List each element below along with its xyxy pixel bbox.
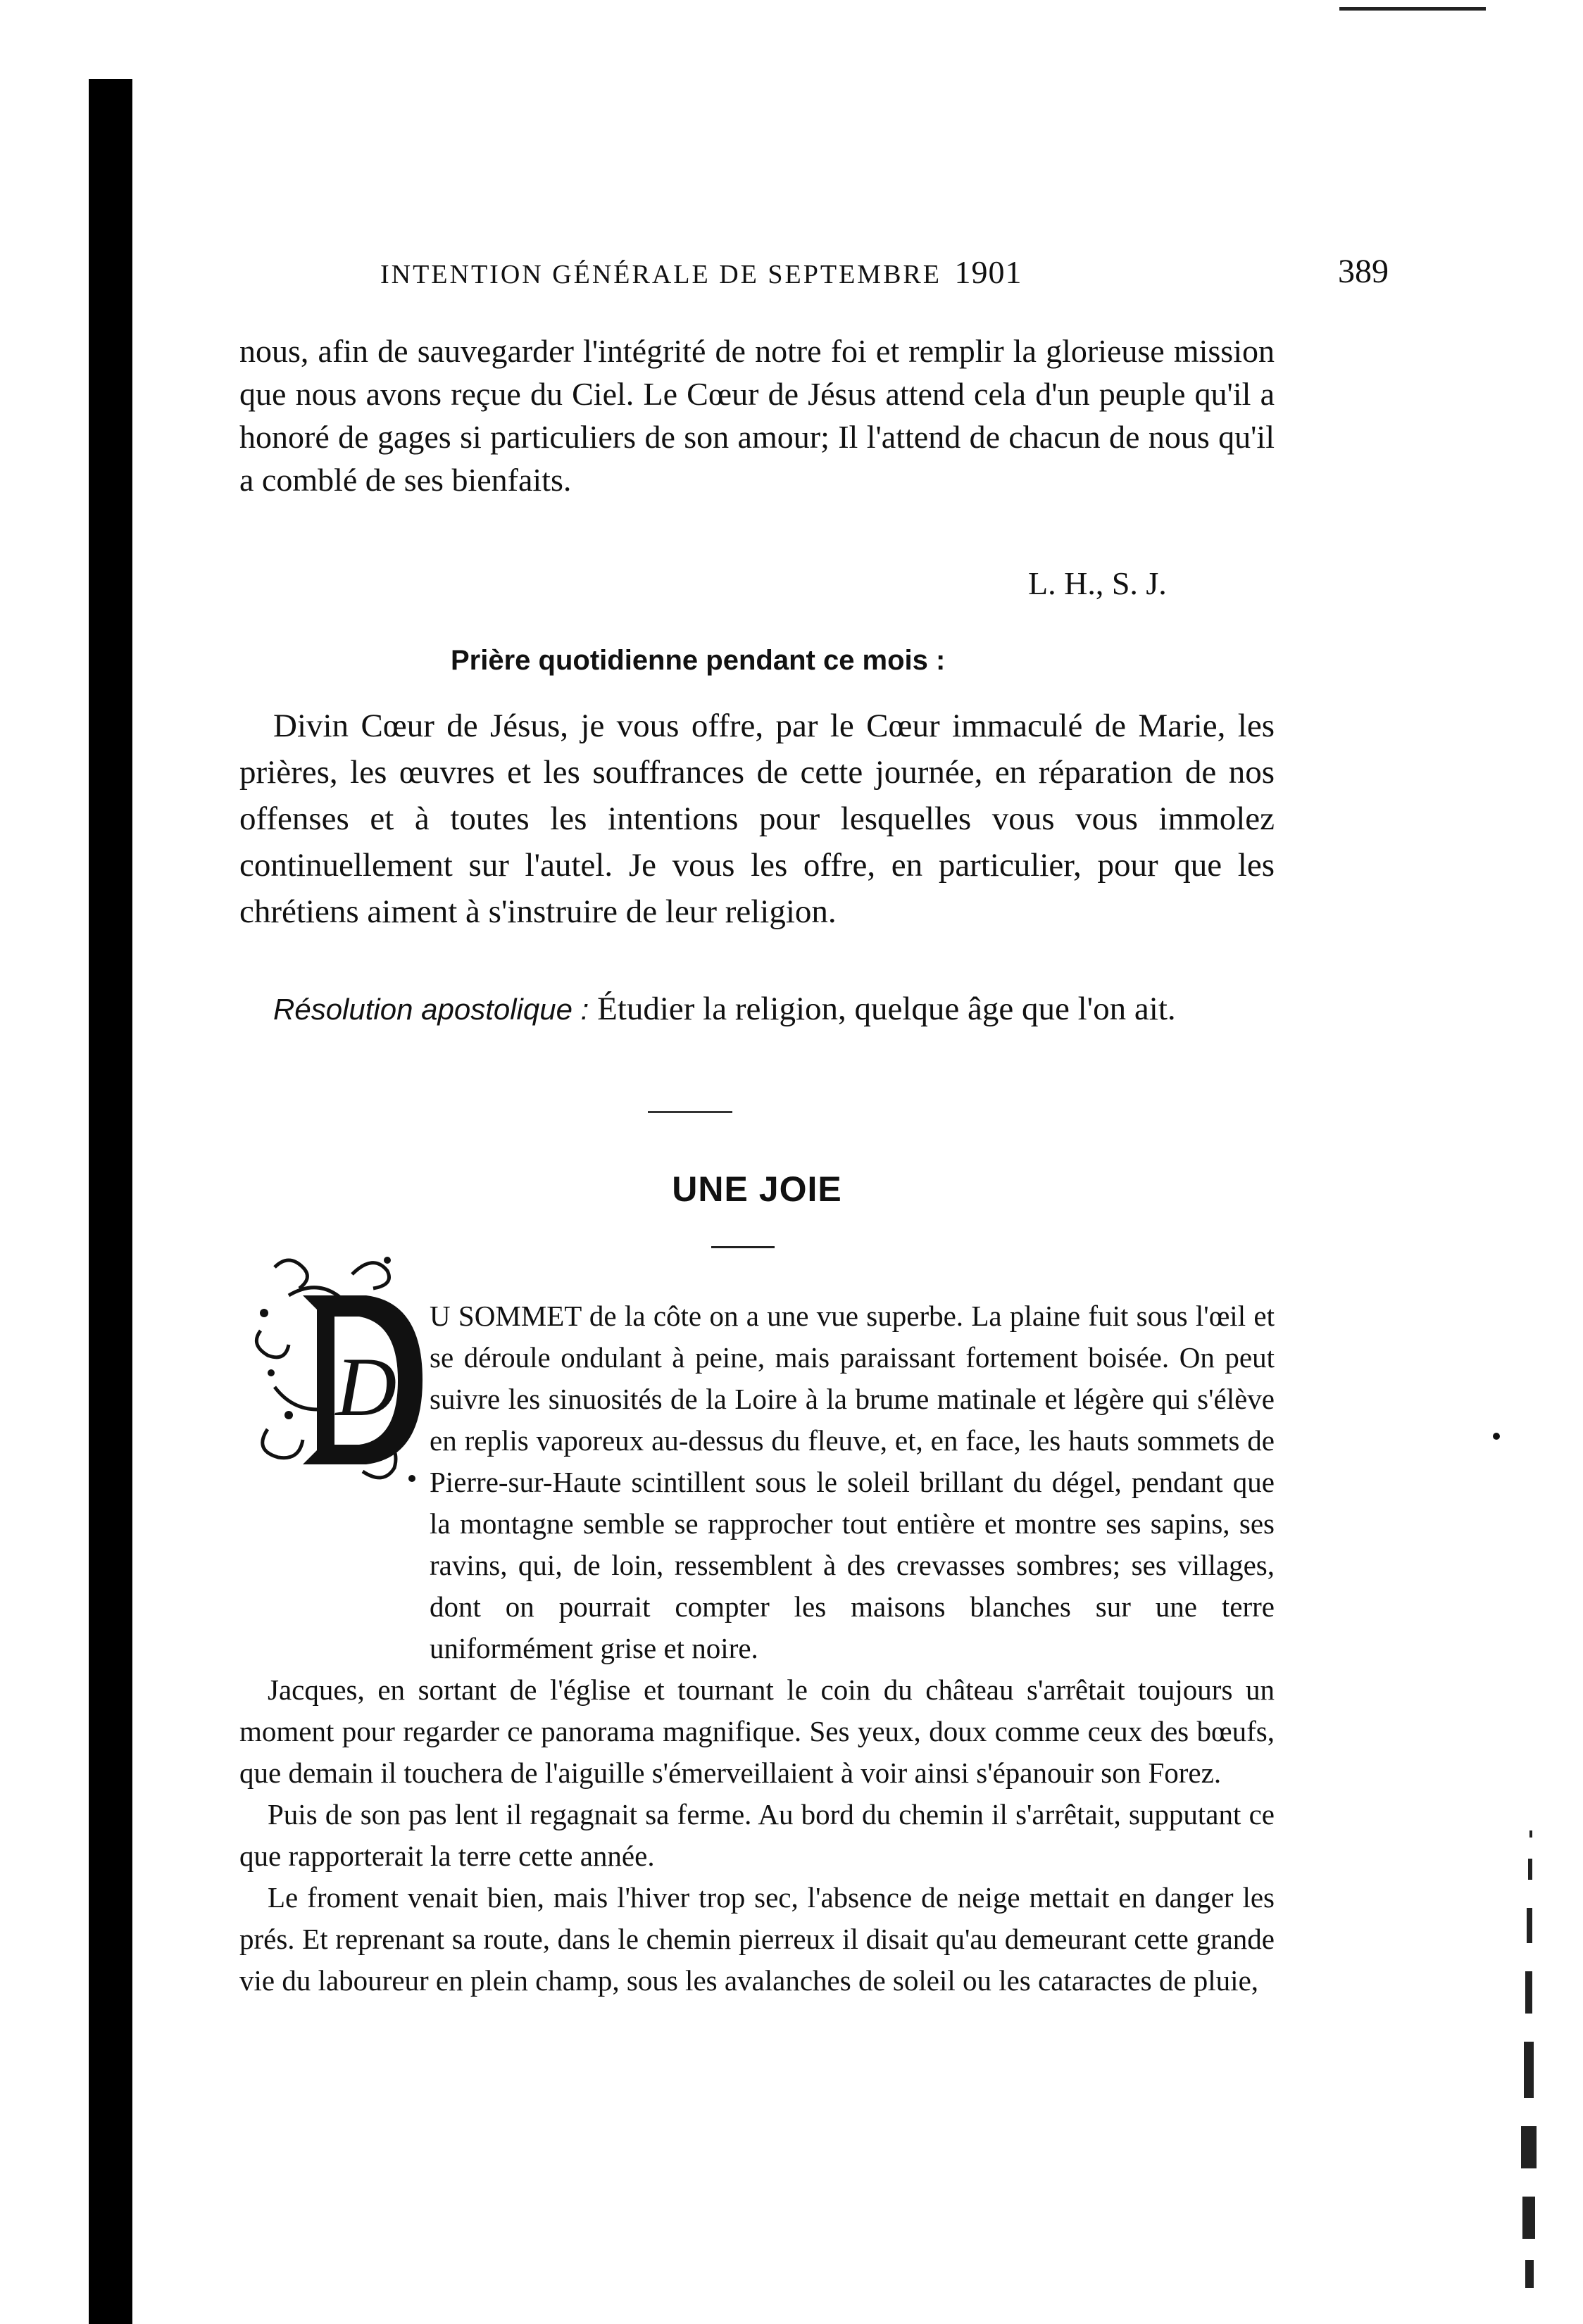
resolution bbox=[239, 986, 1275, 1033]
margin-speck bbox=[1493, 1433, 1500, 1440]
running-head-year: 1901 bbox=[954, 254, 1022, 290]
resolution-label: Résolution apostolique : bbox=[273, 993, 589, 1026]
prayer-heading: Prière quotidienne pendant ce mois : bbox=[451, 645, 946, 676]
running-head bbox=[380, 253, 1507, 296]
margin-scan-marks bbox=[1514, 1830, 1549, 2295]
article-paragraph-1: U SOMMET de la côte on a une vue superbe. La plaine fuit sous l'œil et se déroule ondulant à peine, mais paraissant fortement boisée. On peut suivre les sinuosités de la Loire à la brume matinale et légère qui s'élève en replis vaporeux au-dessus du fleuve, et, en face, les hauts sommets de Pierre-sur-Haute scintillent sous le soleil brillant du dégel, pendant que la montagne semble se rapprocher tout entière et montre ses sapins, ses ravins, qui, de loin, ressemblent à des crevasses sombres; ses villages, dont on pourrait compter les maisons blanches sur une terre uniformément grise et noire. bbox=[430, 1300, 1275, 1664]
dropcap-letter: D bbox=[335, 1340, 397, 1433]
running-head-title bbox=[380, 253, 1022, 291]
section-separator bbox=[648, 1111, 732, 1113]
opening-paragraph: nous, afin de sauvegarder l'intégrité de notre foi et remplir la glorieuse mission que nous avons reçue du Ciel. Le Cœur de Jésus attend cela d'un peuple qu'il a honoré de gages si particuliers de son amour; Il l'attend de chacun de nous qu'il a comblé de ses bienfaits. bbox=[239, 333, 1275, 498]
title-rule bbox=[711, 1246, 775, 1248]
running-head-text: INTENTION GÉNÉRALE DE SEPTEMBRE bbox=[380, 260, 941, 289]
article-title: UNE JOIE bbox=[672, 1169, 842, 1209]
scan-binding-edge bbox=[89, 79, 132, 2324]
resolution-text: Étudier la religion, quelque âge que l'on ait. bbox=[597, 991, 1176, 1027]
scan-top-rule bbox=[1339, 7, 1486, 11]
article-paragraph-4: Le froment venait bien, mais l'hiver trop sec, l'absence de neige mettait en danger les prés. Et reprenant sa route, dans le chemin pierreux il disait qu'au demeurant cette grande vie du laboureur en plein champ, sous les avalanches de soleil ou les cataractes de pluie, bbox=[239, 1881, 1275, 1997]
prayer-text: Divin Cœur de Jésus, je vous offre, par le Cœur immaculé de Marie, les prières, les œuvres et les souffrances de cette journée, en réparation de nos offenses et à toutes les intentions pour lesquelles vous vous immolez continuellement sur l'autel. Je vous les offre, en particulier, pour que les chrétiens aiment à s'instruire de leur religion. bbox=[239, 708, 1275, 930]
page-number: 389 bbox=[1338, 253, 1389, 290]
article-paragraph-3: Puis de son pas lent il regagnait sa ferme. Au bord du chemin il s'arrêtait, supputant ce que rapporterait la terre cette année. bbox=[239, 1798, 1275, 1872]
article-paragraph-2: Jacques, en sortant de l'église et tournant le coin du château s'arrêtait toujours un moment pour regarder ce panorama magnifique. Ses yeux, doux comme ceux des bœufs, que demain il touchera de l'aiguille s'émerveillaient à voir ainsi s'épanouir son Forez. bbox=[239, 1673, 1275, 1789]
author-signature: L. H., S. J. bbox=[1028, 565, 1167, 601]
article-body bbox=[239, 1295, 1275, 2002]
